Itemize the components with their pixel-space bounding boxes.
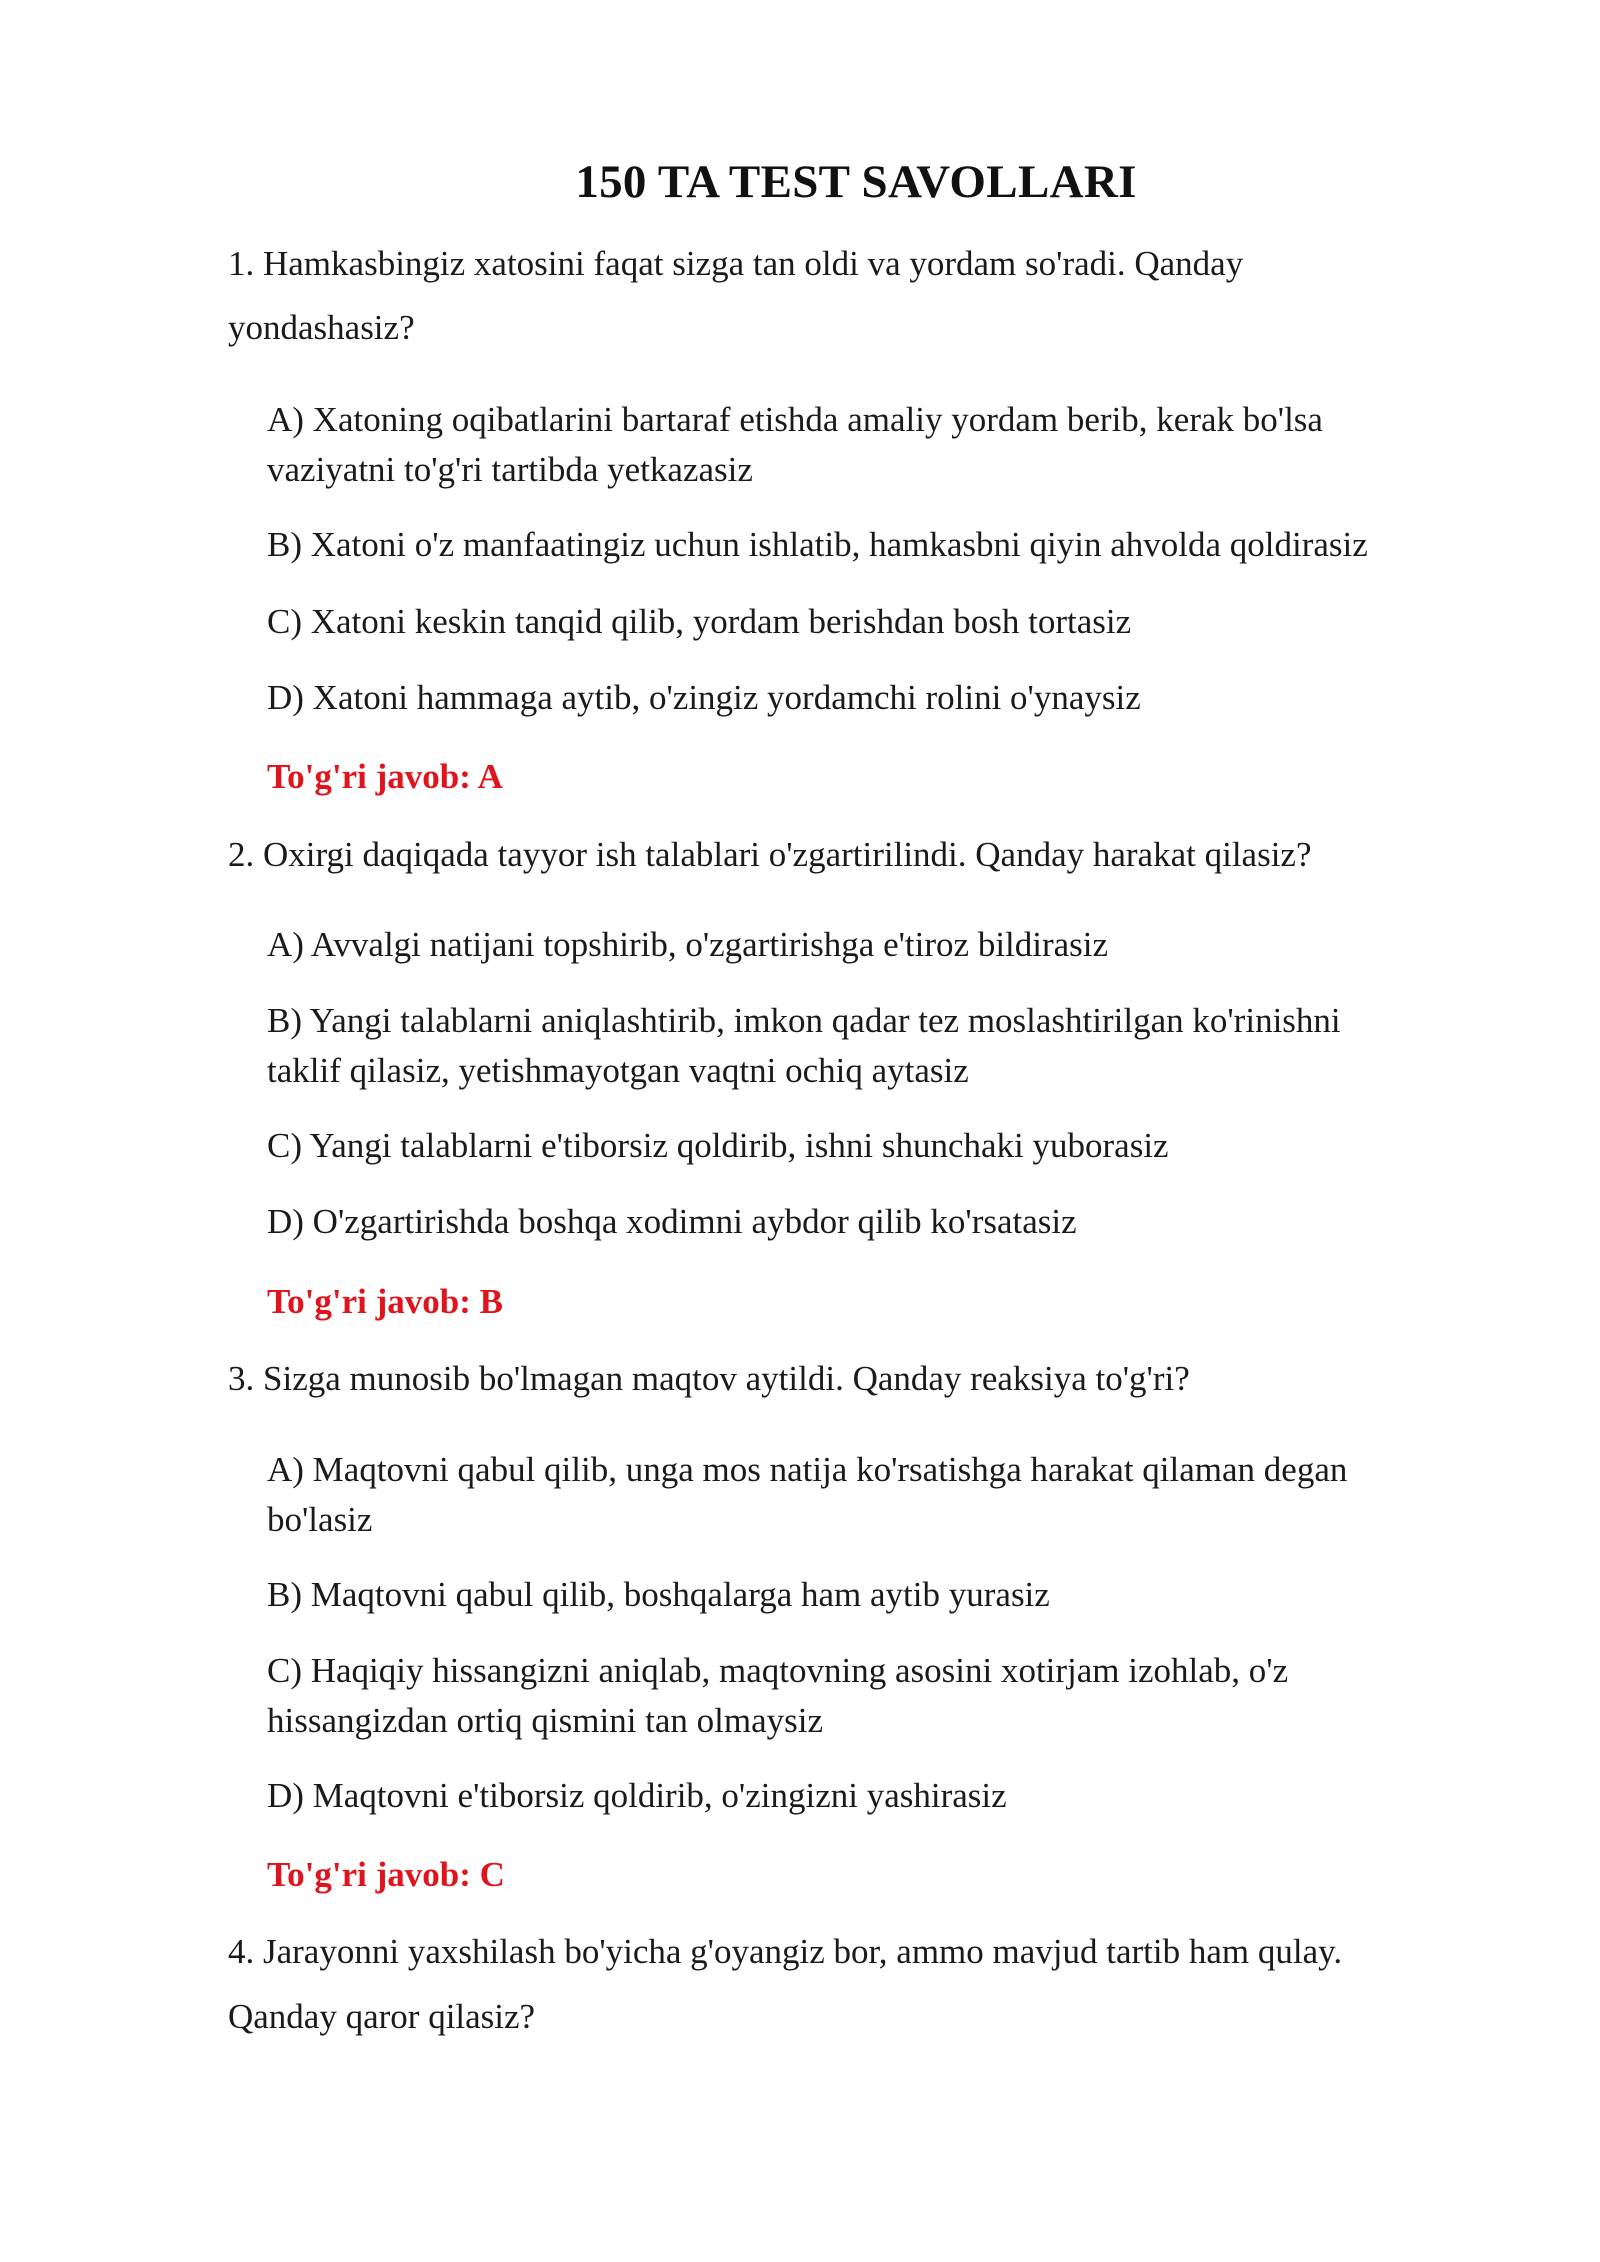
option-text: C) Yangi talablarni e'tiborsiz qoldirib, ishni shunchaki yuborasiz bbox=[267, 1126, 1169, 1165]
question-4-line-2: Qanday qaror qilasiz? bbox=[228, 1997, 536, 2036]
option-text: C) Haqiqiy hissangizni aniqlab, maqtovning asosini xotirjam izohlab, o'z bbox=[267, 1651, 1289, 1690]
question-1-option-a[interactable] bbox=[267, 395, 1467, 495]
option-text: A) Maqtovni qabul qilib, unga mos natija ko'rsatishga harakat qilaman degan bbox=[267, 1450, 1348, 1489]
question-3-option-c[interactable] bbox=[267, 1646, 1467, 1746]
question-2-line-1: 2. Oxirgi daqiqada tayyor ish talablari o'zgartirilindi. Qanday harakat qilasiz? bbox=[228, 835, 1312, 874]
option-text: bo'lasiz bbox=[267, 1500, 373, 1539]
question-1-option-c[interactable] bbox=[267, 597, 1467, 647]
option-text: B) Xatoni o'z manfaatingiz uchun ishlatib, hamkasbni qiyin ahvolda qoldirasiz bbox=[267, 525, 1368, 564]
question-2-answer: To'g'ri javob: B bbox=[267, 1282, 503, 1321]
option-text: taklif qilasiz, yetishmayotgan vaqtni ochiq aytasiz bbox=[267, 1051, 969, 1090]
question-1-option-b[interactable] bbox=[267, 520, 1467, 570]
question-1-answer: To'g'ri javob: A bbox=[267, 757, 503, 796]
option-text: D) O'zgartirishda boshqa xodimni aybdor qilib ko'rsatasiz bbox=[267, 1202, 1077, 1241]
question-2-option-c[interactable] bbox=[267, 1121, 1467, 1171]
question-3-option-d[interactable] bbox=[267, 1771, 1467, 1821]
option-text: vaziyatni to'g'ri tartibda yetkazasiz bbox=[267, 450, 753, 489]
question-3-line-1: 3. Sizga munosib bo'lmagan maqtov aytildi. Qanday reaksiya to'g'ri? bbox=[228, 1359, 1190, 1398]
option-text: A) Avvalgi natijani topshirib, o'zgartirishga e'tiroz bildirasiz bbox=[267, 925, 1109, 964]
question-3-answer: To'g'ri javob: C bbox=[267, 1855, 505, 1894]
option-text: D) Maqtovni e'tiborsiz qoldirib, o'zingizni yashirasiz bbox=[267, 1776, 1007, 1815]
question-1-option-d[interactable] bbox=[267, 673, 1467, 723]
question-4-line-1: 4. Jarayonni yaxshilash bo'yicha g'oyangiz bor, ammo mavjud tartib ham qulay. bbox=[228, 1932, 1343, 1971]
option-text: B) Yangi talablarni aniqlashtirib, imkon qadar tez moslashtirilgan ko'rinishni bbox=[267, 1001, 1341, 1040]
option-text: C) Xatoni keskin tanqid qilib, yordam berishdan bosh tortasiz bbox=[267, 602, 1132, 641]
question-1-line-1: 1. Hamkasbingiz xatosini faqat sizga tan oldi va yordam so'radi. Qanday bbox=[228, 244, 1244, 283]
question-1-line-2: yondashasiz? bbox=[228, 308, 415, 347]
option-text: B) Maqtovni qabul qilib, boshqalarga ham aytib yurasiz bbox=[267, 1575, 1050, 1614]
question-2-option-b[interactable] bbox=[267, 996, 1467, 1096]
option-text: A) Xatoning oqibatlarini bartaraf etishda amaliy yordam berib, kerak bo'lsa bbox=[267, 400, 1323, 439]
question-3-option-a[interactable] bbox=[267, 1445, 1467, 1545]
option-text: hissangizdan ortiq qismini tan olmaysiz bbox=[267, 1701, 824, 1740]
page-title: 150 TA TEST SAVOLLARI bbox=[575, 156, 1137, 208]
question-3-option-b[interactable] bbox=[267, 1570, 1467, 1620]
option-text: D) Xatoni hammaga aytib, o'zingiz yordamchi rolini o'ynaysiz bbox=[267, 678, 1141, 717]
question-2-option-a[interactable] bbox=[267, 920, 1467, 970]
question-2-option-d[interactable] bbox=[267, 1197, 1467, 1247]
